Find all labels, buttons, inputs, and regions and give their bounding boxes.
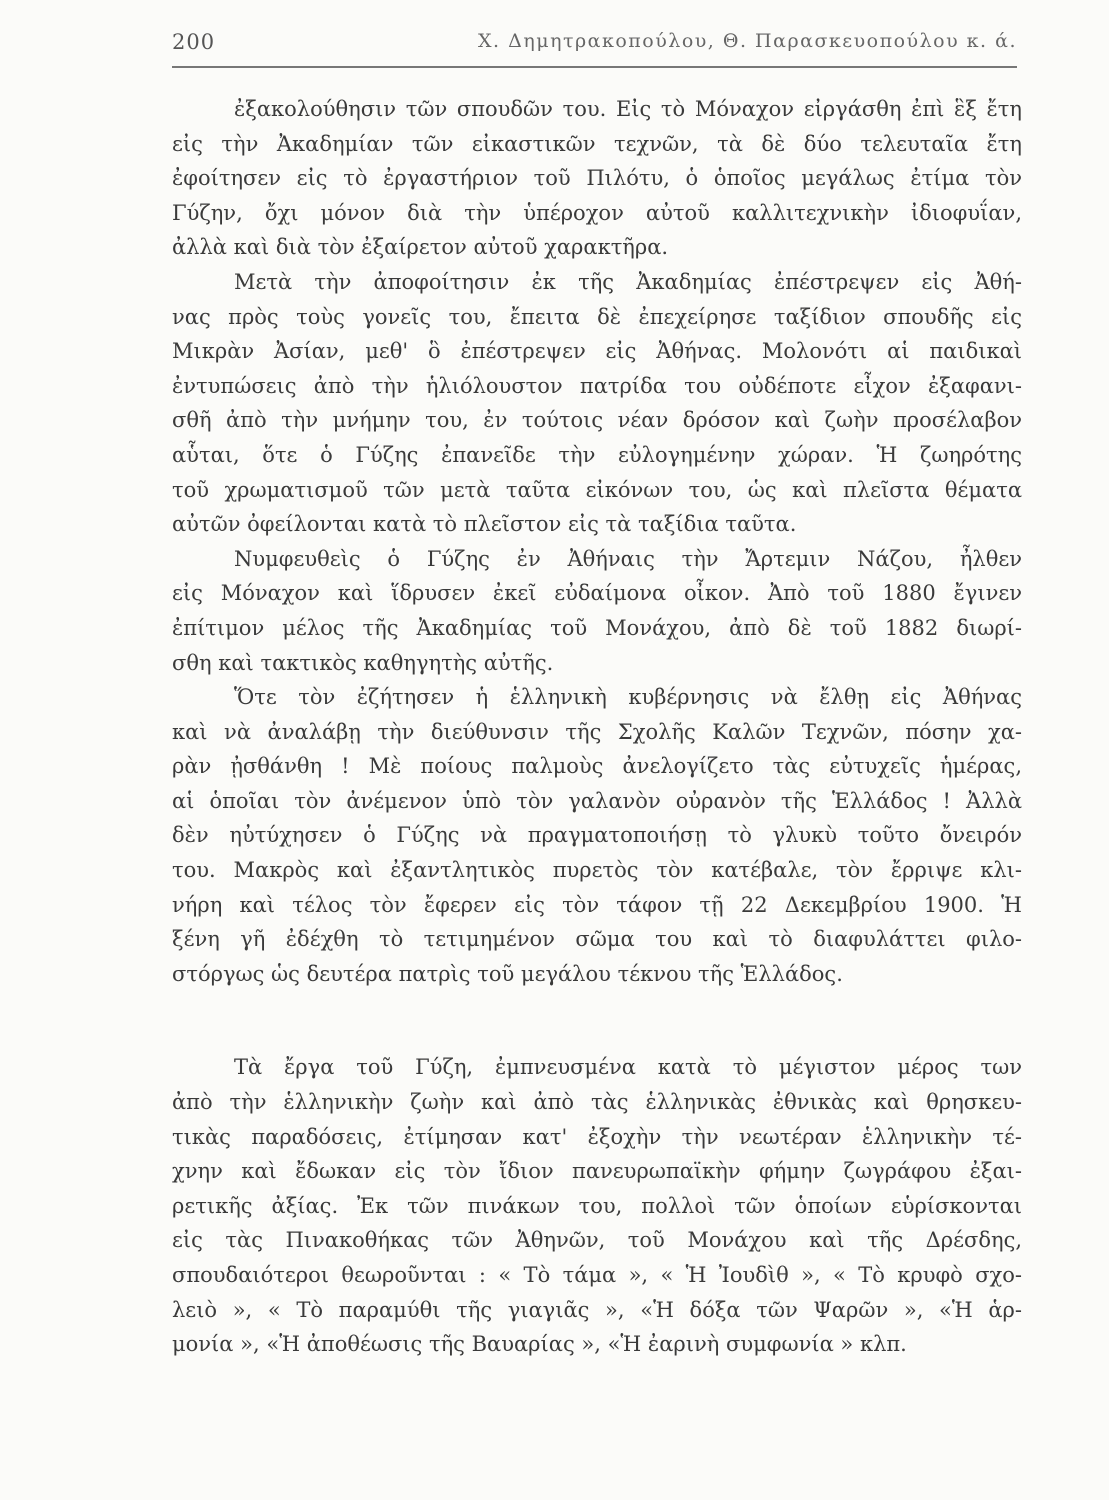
text-line: Τὰ ἔργα τοῦ Γύζη, ἐμπνευσμένα κατὰ τὸ μέγιστον μέρος των (234, 1055, 1022, 1080)
text-line: καὶ νὰ ἀναλάβῃ τὴν διεύθυνσιν τῆς Σχολῆς Καλῶν Τεχνῶν, πόσην χα- (172, 719, 1022, 744)
body-text (172, 92, 1022, 1362)
text-line: δὲν ηὐτύχησεν ὁ Γύζης νὰ πραγματοποιήσῃ τὸ γλυκὺ τοῦτο ὄνειρόν (172, 823, 1022, 848)
text-line: τοῦ χρωματισμοῦ τῶν μετὰ ταῦτα εἰκόνων του, ὡς καὶ πλεῖστα θέματα (172, 477, 1022, 502)
text-line: Νυμφευθεὶς ὁ Γύζης ἐν Ἀθήναις τὴν Ἄρτεμιν Νάζου, ἦλθεν (234, 546, 1022, 571)
section-gap (172, 991, 1022, 1050)
paragraph (172, 265, 1022, 542)
paragraph (172, 1050, 1022, 1361)
text-line: ἐξακολούθησιν τῶν σπουδῶν του. Εἰς τὸ Μόναχον εἰργάσθη ἐπὶ ἓξ ἔτη (234, 97, 1022, 121)
text-line: σθῆ ἀπὸ τὴν μνήμην του, ἐν τούτοις νέαν δρόσον καὶ ζωὴν προσέλαβον (172, 408, 1022, 433)
text-line: ρετικῆς ἀξίας. Ἐκ τῶν πινάκων του, πολλοὶ τῶν ὁποίων εὑρίσκονται (172, 1193, 1022, 1218)
page-header (172, 30, 1017, 60)
text-line: του. Μακρὸς καὶ ἐξαντλητικὸς πυρετὸς τὸν κατέβαλε, τὸν ἔρριψε κλι- (172, 858, 1022, 883)
text-line: σπουδαιότεροι θεωροῦνται : « Τὸ τάμα », « Ἡ Ἰουδὶθ », « Τὸ κρυφὸ σχο- (172, 1263, 1022, 1287)
text-line: νήρη καὶ τέλος τὸν ἔφερεν εἰς τὸν τάφον τῇ 22 Δεκεμβρίου 1900. Ἡ (172, 892, 1022, 917)
text-line: ἐφοίτησεν εἰς τὸ ἐργαστήριον τοῦ Πιλότυ, ὁ ὁποῖος μεγάλως ἐτίμα τὸν (172, 166, 1022, 191)
text-line: εἰς τὰς Πινακοθήκας τῶν Ἀθηνῶν, τοῦ Μονάχου καὶ τῆς Δρέσδης, (172, 1228, 1022, 1253)
text-line: ἐπίτιμον μέλος τῆς Ἀκαδημίας τοῦ Μονάχου, ἀπὸ δὲ τοῦ 1882 διωρί- (172, 615, 1022, 640)
text-line: χνην καὶ ἔδωκαν εἰς τὸν ἴδιον πανευρωπαϊκὴν φήμην ζωγράφου ἐξαι- (172, 1159, 1022, 1184)
text-line: Μικρὰν Ἀσίαν, μεθ' ὃ ἐπέστρεψεν εἰς Ἀθήνας. Μολονότι αἱ παιδικαὶ (172, 339, 1022, 364)
text-line: αὗται, ὅτε ὁ Γύζης ἐπανεῖδε τὴν εὐλογημένην χώραν. Ἡ ζωηρότης (172, 442, 1022, 467)
header-rule (172, 66, 1017, 68)
text-line: λειὸ », « Τὸ παραμύθι τῆς γιαγιᾶς », «Ἡ δόξα τῶν Ψαρῶν », «Ἡ ἁρ- (172, 1297, 1022, 1322)
text-line: μονία », «Ἡ ἀποθέωσις τῆς Βαυαρίας », «Ἡ ἐαρινὴ συμφωνία » κλπ. (172, 1332, 907, 1357)
text-line: ἐντυπώσεις ἀπὸ τὴν ἡλιόλουστον πατρίδα του οὐδέποτε εἶχον ἐξαφανι- (172, 373, 1022, 398)
text-line: Γύζην, ὄχι μόνον διὰ τὴν ὑπέροχον αὐτοῦ καλλιτεχνικὴν ἰδιοφυΐαν, (172, 200, 1022, 225)
text-line: εἰς Μόναχον καὶ ἵδρυσεν ἐκεῖ εὐδαίμονα οἶκον. Ἀπὸ τοῦ 1880 ἔγινεν (172, 581, 1022, 606)
text-line: νας πρὸς τοὺς γονεῖς του, ἔπειτα δὲ ἐπεχείρησε ταξίδιον σπουδῆς εἰς (172, 304, 1022, 329)
paragraph (172, 680, 1022, 991)
text-line: ἀπὸ τὴν ἑλληνικὴν ζωὴν καὶ ἀπὸ τὰς ἑλληνικὰς ἐθνικὰς καὶ θρησκευ- (172, 1090, 1022, 1115)
text-line: ξένη γῆ ἐδέχθη τὸ τετιμημένον σῶμα του καὶ τὸ διαφυλάττει φιλο- (172, 927, 1022, 952)
page-number: 200 (172, 30, 216, 54)
text-line: Μετὰ τὴν ἀποφοίτησιν ἐκ τῆς Ἀκαδημίας ἐπέστρεψεν εἰς Ἀθή- (234, 269, 1022, 294)
text-line: στόργως ὡς δευτέρα πατρὶς τοῦ μεγάλου τέκνου τῆς Ἑλλάδος. (172, 961, 843, 986)
text-line: τικὰς παραδόσεις, ἐτίμησαν κατ' ἐξοχὴν τὴν νεωτέραν ἑλληνικὴν τέ- (172, 1124, 1022, 1149)
paragraph (172, 542, 1022, 680)
text-line: αὐτῶν ὀφείλονται κατὰ τὸ πλεῖστον εἰς τὰ ταξίδια ταῦτα. (172, 512, 797, 537)
text-line: Ὅτε τὸν ἐζήτησεν ἡ ἑλληνικὴ κυβέρνησις νὰ ἔλθῃ εἰς Ἀθήνας (234, 685, 1022, 710)
text-line: εἰς τὴν Ἀκαδημίαν τῶν εἰκαστικῶν τεχνῶν, τὰ δὲ δύο τελευταῖα ἔτη (172, 131, 1022, 156)
text-line: ἀλλὰ καὶ διὰ τὸν ἐξαίρετον αὐτοῦ χαρακτῆρα. (172, 235, 669, 260)
text-line: σθη καὶ τακτικὸς καθηγητὴς αὐτῆς. (172, 650, 554, 675)
text-line: αἱ ὁποῖαι τὸν ἀνέμενον ὑπὸ τὸν γαλανὸν οὐρανὸν τῆς Ἑλλάδος ! Ἀλλὰ (172, 788, 1022, 813)
text-line: ρὰν ᾐσθάνθη ! Μὲ ποίους παλμοὺς ἀνελογίζετο τὰς εὐτυχεῖς ἡμέρας, (172, 754, 1022, 779)
paragraph (172, 92, 1022, 265)
running-head: Χ. Δημητρακοπούλου, Θ. Παρασκευοπούλου κ. ά. (478, 30, 1017, 52)
